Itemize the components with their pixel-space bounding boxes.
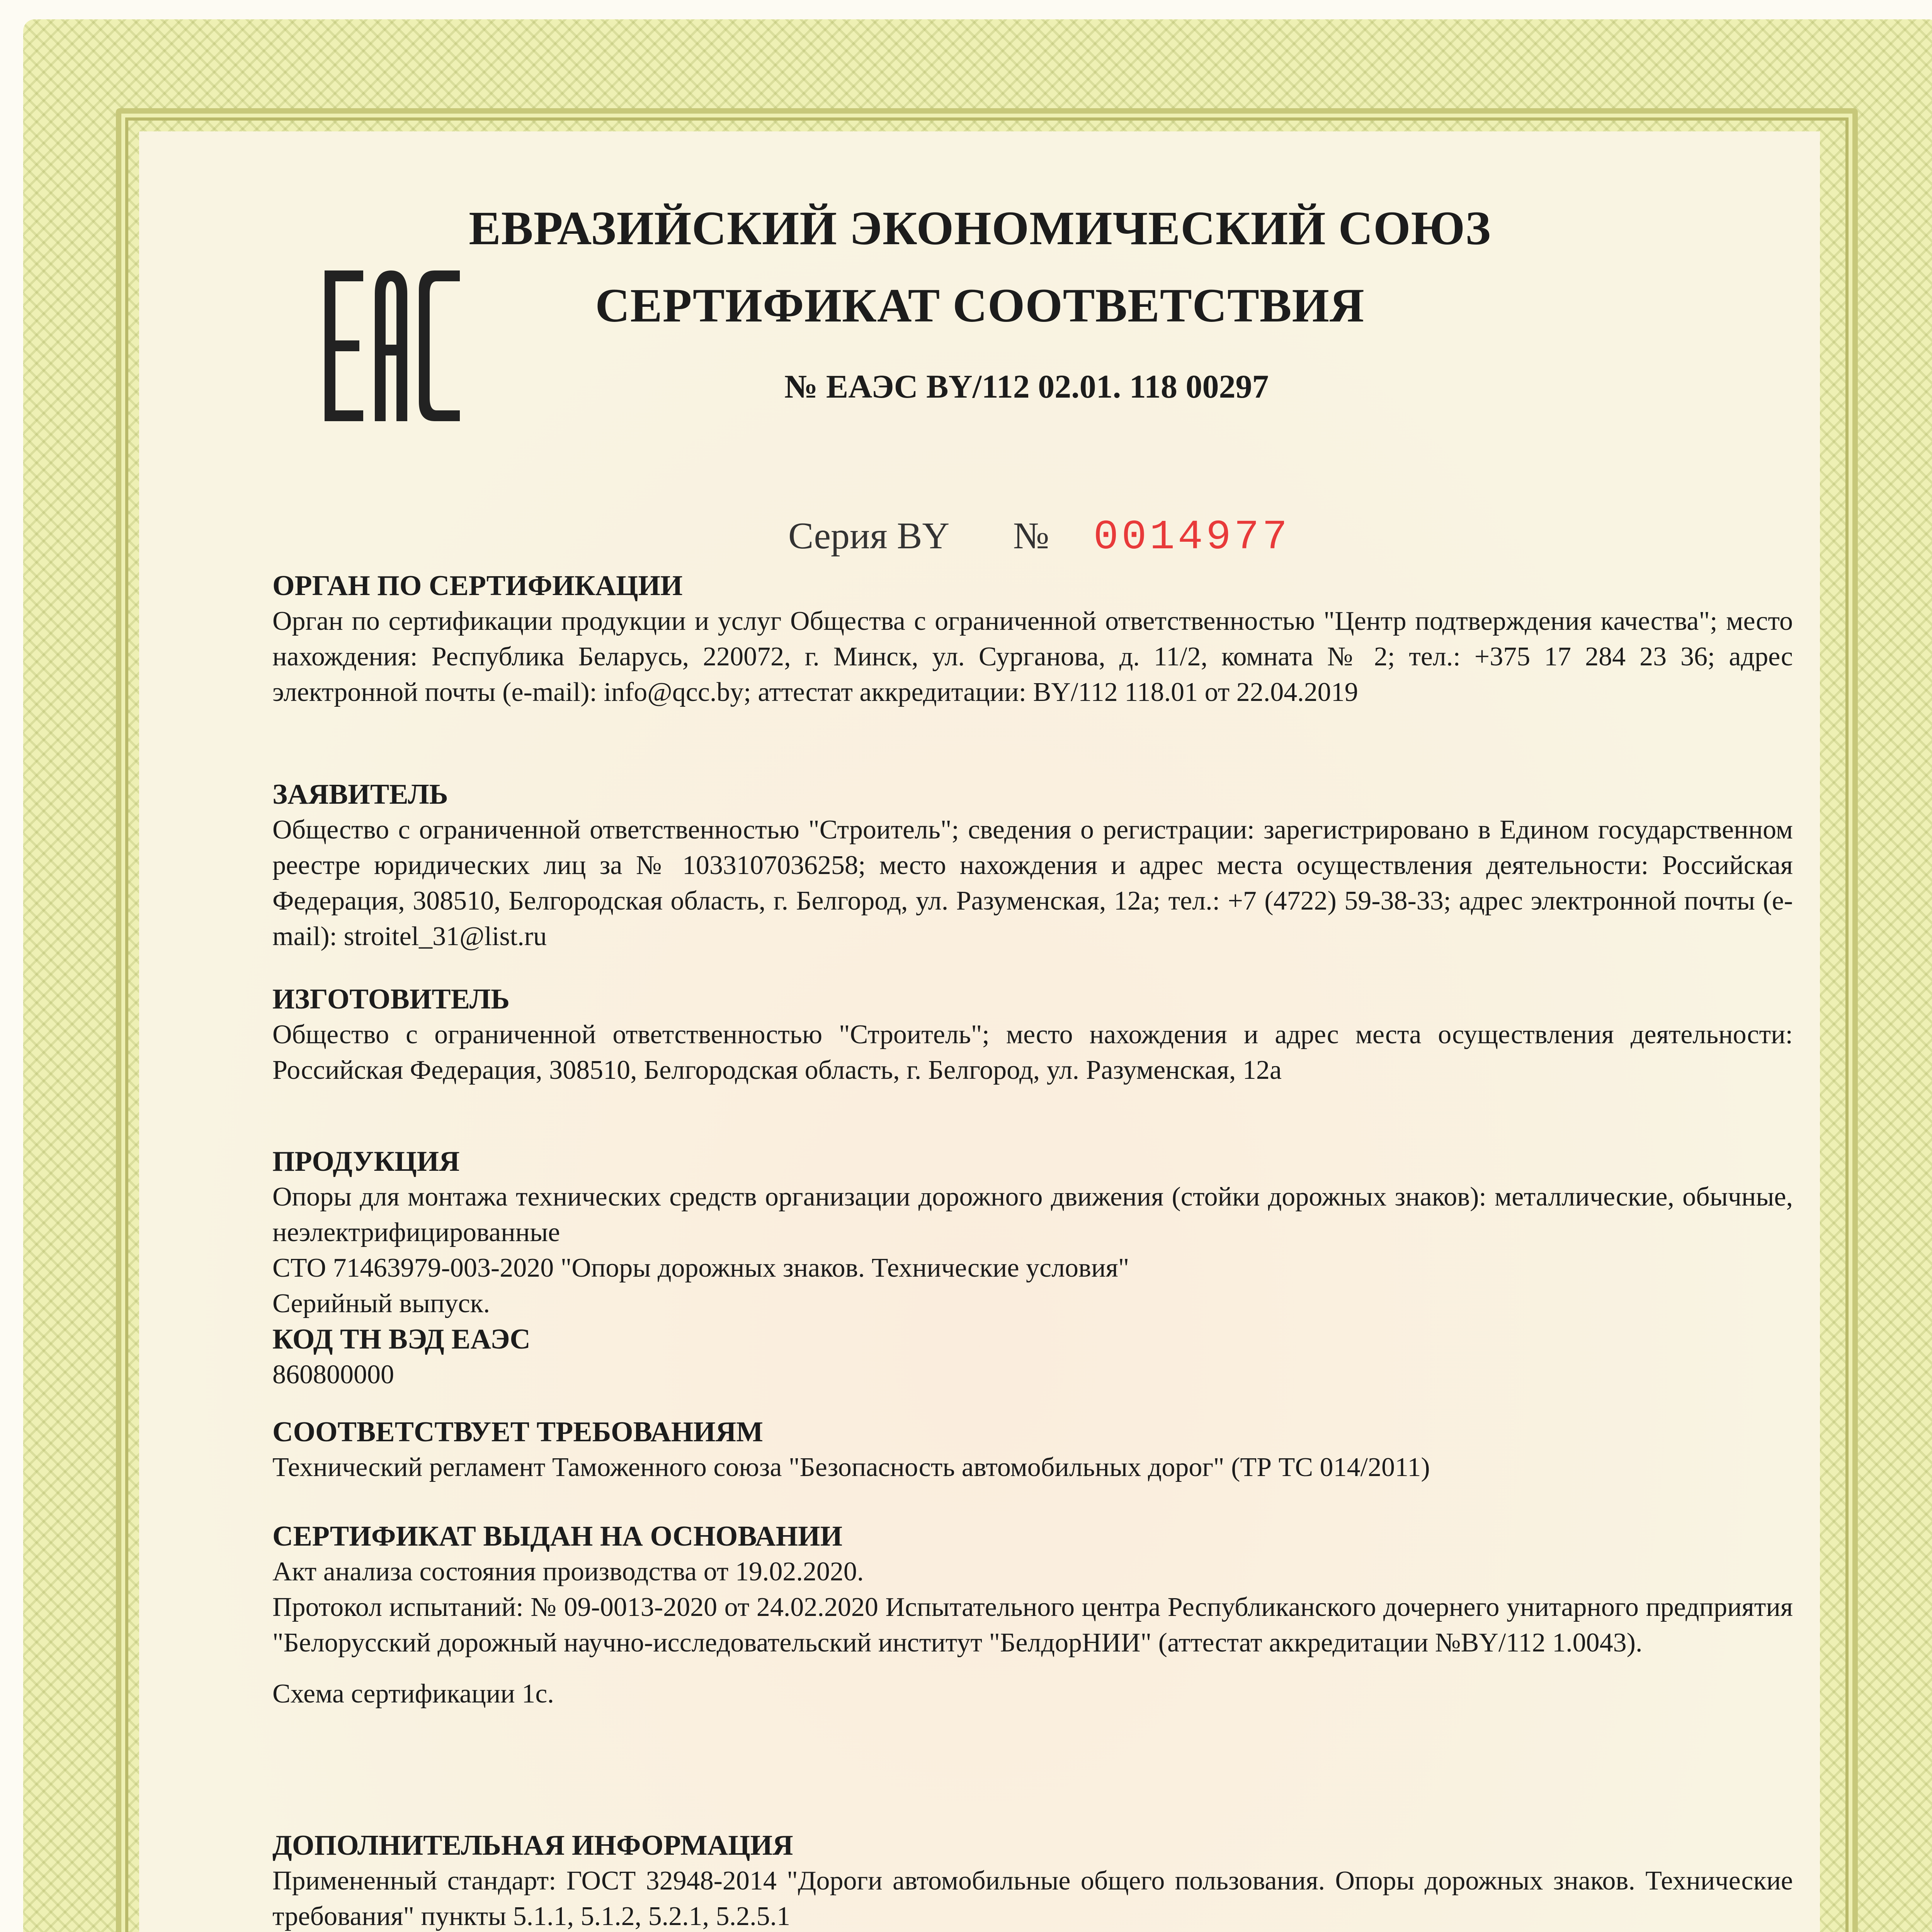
section-title: ПРОДУКЦИЯ — [272, 1146, 460, 1177]
section-title: ЗАЯВИТЕЛЬ — [272, 779, 448, 810]
basis-scheme: Схема сертификации 1с. — [272, 1679, 554, 1709]
section-manufacturer — [272, 981, 1793, 1088]
section-additional — [272, 1828, 1793, 1932]
section-body: Технический регламент Таможенного союза "Безопасность автомобильных дорог" (ТР ТС 014/2011) — [272, 1452, 1430, 1482]
section-body: Орган по сертификации продукции и услуг Общества с ограниченной ответственностью "Центр подтверждения качества"; место нахождения: Республика Беларусь, 220072, г. Минск, ул. Сурганова, д. 11/2, комната № 2; тел.: +375 17 284 23 36; адрес электронной почты (e-mail): info@qcc.by; аттестат аккредитации: BY/112 118.01 от 22.04.2019 — [272, 606, 1793, 707]
basis-act: Акт анализа состояния производства от 19.02.2020. — [272, 1557, 864, 1587]
certificate-title: СЕРТИФИКАТ СООТВЕТСТВИЯ — [595, 279, 1365, 332]
section-title: ОРГАН ПО СЕРТИФИКАЦИИ — [272, 570, 683, 602]
product-release: Серийный выпуск. — [272, 1289, 490, 1318]
series-number: 0014977 — [1093, 514, 1291, 561]
basis-protocol: Протокол испытаний: № 09-0013-2020 от 24.02.2020 Испытательного центра Республиканского дочернего унитарного предприятия "Белорусский дорожный научно-исследовательский институт "БелдорНИИ" (аттестат аккредитации №BY/112 1.0043). — [272, 1592, 1793, 1658]
hs-code-value: 860800000 — [272, 1360, 394, 1389]
section-applicant — [272, 777, 1793, 954]
series-label: Серия BY — [788, 515, 950, 557]
union-heading: ЕВРАЗИЙСКИЙ ЭКОНОМИЧЕСКИЙ СОЮЗ — [469, 202, 1491, 255]
section-title: СЕРТИФИКАТ ВЫДАН НА ОСНОВАНИИ — [272, 1520, 843, 1552]
section-conforms — [272, 1414, 1793, 1485]
section-basis — [272, 1519, 1793, 1712]
certificate-number: № ЕАЭС BY/112 02.01. 118 00297 — [784, 368, 1269, 405]
series-no-sign: № — [1013, 515, 1049, 557]
section-body — [272, 1554, 1793, 1712]
series-line — [788, 514, 1290, 561]
hs-code-title: КОД ТН ВЭД ЕАЭС — [272, 1323, 531, 1355]
section-organ — [272, 568, 1793, 710]
section-body: Общество с ограниченной ответственностью "Строитель"; сведения о регистрации: зарегистрировано в Едином государственном реестре юридических лиц за № 1033107036258; место нахождения и адрес места осуществления деятельности: Российская Федерация, 308510, Белгородская область, г. Белгород, ул. Разуменская, 12а; тел.: +7 (4722) 59-38-33; адрес электронной почты (e-mail): stroitel_31@list.ru — [272, 815, 1793, 951]
section-body — [272, 1179, 1793, 1321]
section-title: СООТВЕТСТВУЕТ ТРЕБОВАНИЯМ — [272, 1416, 764, 1448]
section-title: ДОПОЛНИТЕЛЬНАЯ ИНФОРМАЦИЯ — [272, 1830, 793, 1861]
product-standard: СТО 71463979-003-2020 "Опоры дорожных знаков. Технические условия" — [272, 1253, 1129, 1283]
section-body: Примененный стандарт: ГОСТ 32948-2014 "Дороги автомобильные общего пользования. Опоры дорожных знаков. Технические требования" пункты 5.1.1, 5.1.2, 5.2.1, 5.2.5.1 — [272, 1866, 1793, 1931]
section-body: Общество с ограниченной ответственностью "Строитель"; место нахождения и адрес места осуществления деятельности: Российская Федерация, 308510, Белгородская область, г. Белгород, ул. Разуменская, 12а — [272, 1020, 1793, 1085]
product-description: Опоры для монтажа технических средств организации дорожного движения (стойки дорожных знаков): металлические, обычные, неэлектрифицированные — [272, 1182, 1793, 1247]
section-title: ИЗГОТОВИТЕЛЬ — [272, 983, 510, 1015]
section-product — [272, 1144, 1793, 1393]
